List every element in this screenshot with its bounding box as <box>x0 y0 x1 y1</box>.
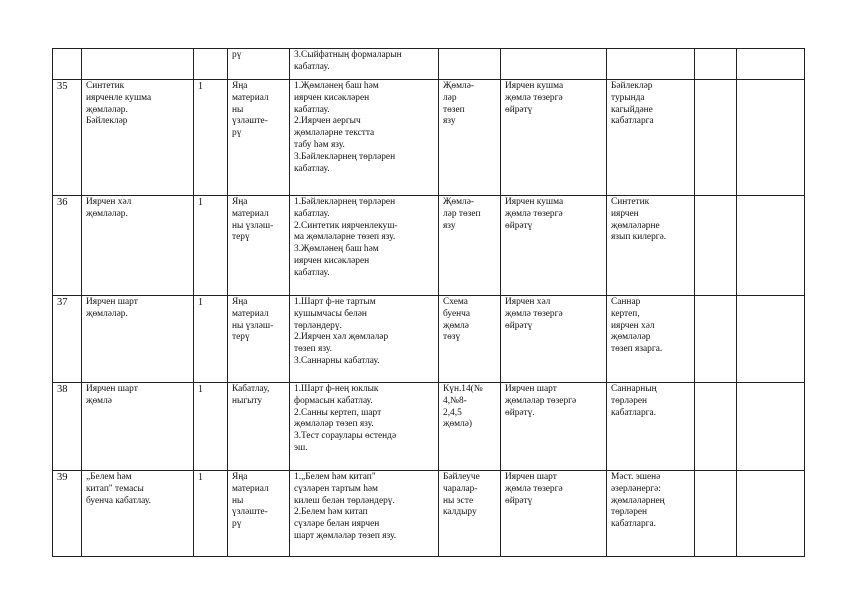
lesson-content: 3.Сыйфатның формаларын кабатлау. <box>290 49 439 80</box>
lesson-homework: Мәст. эшенә әзерләнергә: җөмләләрнең төрләрен кабатларга. <box>607 471 695 557</box>
lesson-skills: Иярчен шарт җөмләләр төзергә өйрәтү. <box>501 383 607 471</box>
lesson-activity <box>439 49 501 80</box>
lesson-type: Яңа материал ны үзләште- рү <box>228 80 290 196</box>
lesson-number: 36 <box>53 196 82 296</box>
lesson-date-fact <box>737 80 805 196</box>
lesson-date-plan <box>695 471 737 557</box>
lesson-activity: Схема буенча җөмлә төзү <box>439 296 501 383</box>
lesson-number: 38 <box>53 383 82 471</box>
lesson-skills: Иярчен кушма җөмлә төзергә өйрәтү <box>501 196 607 296</box>
lesson-date-plan <box>695 296 737 383</box>
lesson-activity: Күн.14(№ 4,№8- 2,4,5 җөмлә) <box>439 383 501 471</box>
table-row <box>53 383 805 471</box>
lesson-skills: Иярчен шарт җөмлә төзергә өйрәтү <box>501 471 607 557</box>
lesson-number <box>53 49 82 80</box>
lesson-type: Яңа материал ны үзләш- терү <box>228 196 290 296</box>
lesson-topic: Иярчен шарт җөмлә <box>82 383 194 471</box>
lesson-hours: 1 <box>194 383 228 471</box>
lesson-hours <box>194 49 228 80</box>
lesson-date-fact <box>737 49 805 80</box>
lesson-date-fact <box>737 296 805 383</box>
lesson-content: 1.Шарт ф-нең юклык формасын кабатлау. 2.Санны кертеп, шарт җөмләләр төзеп язу. 3.Тест сораулары өстендә эш. <box>290 383 439 471</box>
lesson-date-fact <box>737 383 805 471</box>
lesson-activity: Җөмлә- ләр төзеп язу <box>439 80 501 196</box>
table-row <box>53 296 805 383</box>
lesson-skills: Иярчен хәл җөмлә төзергә өйрәтү <box>501 296 607 383</box>
lesson-homework <box>607 49 695 80</box>
lesson-topic: „Белем һәм китап" темасы буенча кабатлау. <box>82 471 194 557</box>
lesson-hours: 1 <box>194 471 228 557</box>
lesson-date-plan <box>695 49 737 80</box>
lesson-content: 1.Бәйлекләрнең төрләрен кабатлау. 2.Синтетик иярченлекуш- ма җөмләләрне төзеп язу. 3.Җөмләнең баш һәм иярчен кисәкләрен кабатлау. <box>290 196 439 296</box>
lesson-date-fact <box>737 196 805 296</box>
lesson-topic: Иярчен хәл җөмләләр. <box>82 196 194 296</box>
lesson-number: 37 <box>53 296 82 383</box>
lesson-homework: Саннар кертеп, иярчен хәл җөмләләр төзеп язарга. <box>607 296 695 383</box>
lesson-skills <box>501 49 607 80</box>
lesson-type: Яңа материал ны үзләш- терү <box>228 296 290 383</box>
lesson-number: 39 <box>53 471 82 557</box>
lesson-date-plan <box>695 383 737 471</box>
lesson-topic: Иярчен шарт җөмләләр. <box>82 296 194 383</box>
lesson-skills: Иярчен кушма җөмлә төзергә өйрәтү <box>501 80 607 196</box>
lesson-topic: Синтетик иярченле кушма җөмләләр. Бәйлекләр <box>82 80 194 196</box>
table-row <box>53 196 805 296</box>
lesson-hours: 1 <box>194 196 228 296</box>
lesson-date-plan <box>695 196 737 296</box>
lesson-hours: 1 <box>194 80 228 196</box>
lesson-plan-table <box>52 48 805 557</box>
lesson-number: 35 <box>53 80 82 196</box>
lesson-type: Кабатлау, ныгыту <box>228 383 290 471</box>
lesson-content: 1.Җөмләнең баш һәм иярчен кисәкләрен кабатлау. 2.Иярчен аергыч җөмләләрне текстта табу һәм язу. 3.Бәйлекләрнең төрләрен кабатлау. <box>290 80 439 196</box>
lesson-homework: Синтетик иярчен җөмләләрне язып килергә. <box>607 196 695 296</box>
table-row <box>53 471 805 557</box>
lesson-homework: Бәйлекләр турында кагыйдәне кабатларга <box>607 80 695 196</box>
lesson-homework: Саннарның төрләрен кабатларга. <box>607 383 695 471</box>
lesson-topic <box>82 49 194 80</box>
lesson-type: Яңа материал ны үзләште- рү <box>228 471 290 557</box>
lesson-date-fact <box>737 471 805 557</box>
lesson-content: 1.„Белем һәм китап" сүзләрен тартым һәм килеш белән төрләндерү. 2.Белем һәм китап сүзләре белән иярчен шарт җөмләләр төзеп язу. <box>290 471 439 557</box>
lesson-content: 1.Шарт ф-не тартым кушымчасы белән төрләндерү. 2.Иярчен хәл җөмләләр төзеп язу. 3.Саннарны кабатлау. <box>290 296 439 383</box>
lesson-type: рү <box>228 49 290 80</box>
lesson-date-plan <box>695 80 737 196</box>
table-row <box>53 49 805 80</box>
lesson-activity: Җөмлә- ләр төзеп язу <box>439 196 501 296</box>
lesson-hours: 1 <box>194 296 228 383</box>
lesson-activity: Бәйлеучe чаралар- ны эсте калдыру <box>439 471 501 557</box>
table-row <box>53 80 805 196</box>
